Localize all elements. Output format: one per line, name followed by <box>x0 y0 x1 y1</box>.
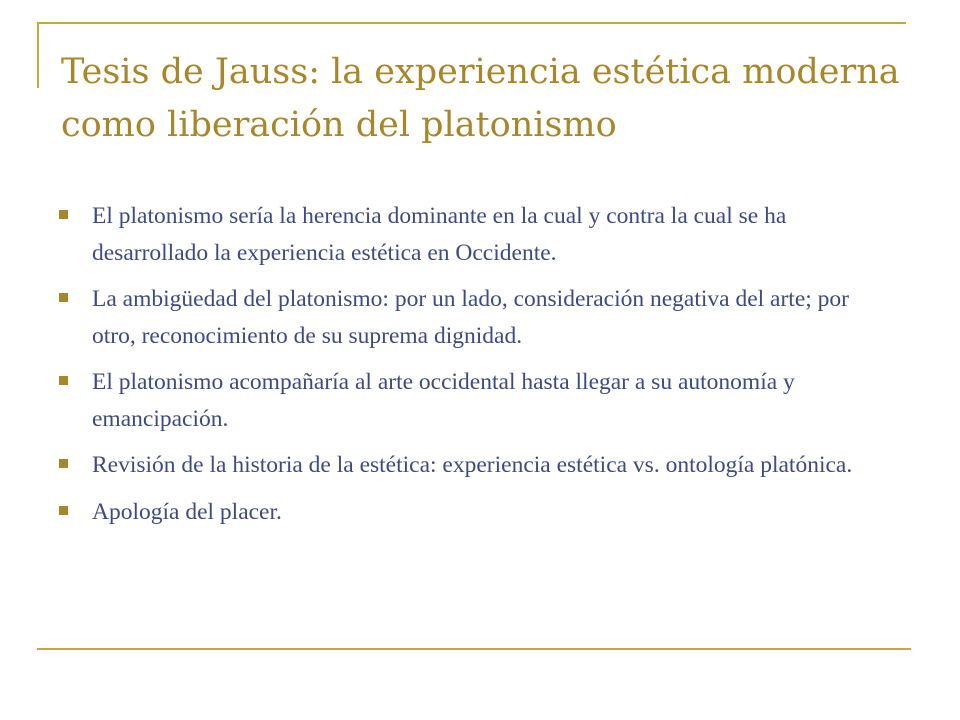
left-rule <box>37 22 39 88</box>
square-bullet-icon <box>59 459 68 468</box>
square-bullet-icon <box>59 210 68 219</box>
bottom-rule <box>37 648 911 650</box>
bullet-item <box>59 447 879 484</box>
bullet-item <box>59 494 879 531</box>
bullet-text: El platonismo acompañaría al arte occidental hasta llegar a su autonomía y emancipación. <box>92 369 795 432</box>
slide-title: Tesis de Jauss: la experiencia estética moderna como liberación del platonismo <box>61 52 900 145</box>
bullet-text: Apología del placer. <box>92 498 282 525</box>
square-bullet-icon <box>59 506 68 515</box>
bullet-list <box>59 198 879 540</box>
bullet-item <box>59 364 879 437</box>
bullet-text: Revisión de la historia de la estética: experiencia estética vs. ontología platónica. <box>92 452 853 478</box>
bullet-text: La ambigüedad del platonismo: por un lado, consideración negativa del arte; por otro, reconocimiento de su suprema dignidad. <box>92 286 849 349</box>
bullet-item <box>59 281 879 354</box>
square-bullet-icon <box>59 376 68 385</box>
top-rule <box>37 22 906 24</box>
bullet-item <box>59 198 879 271</box>
square-bullet-icon <box>59 293 68 302</box>
bullet-text: El platonismo sería la herencia dominante en la cual y contra la cual se ha desarrollado la experiencia estética en Occidente. <box>92 203 787 266</box>
